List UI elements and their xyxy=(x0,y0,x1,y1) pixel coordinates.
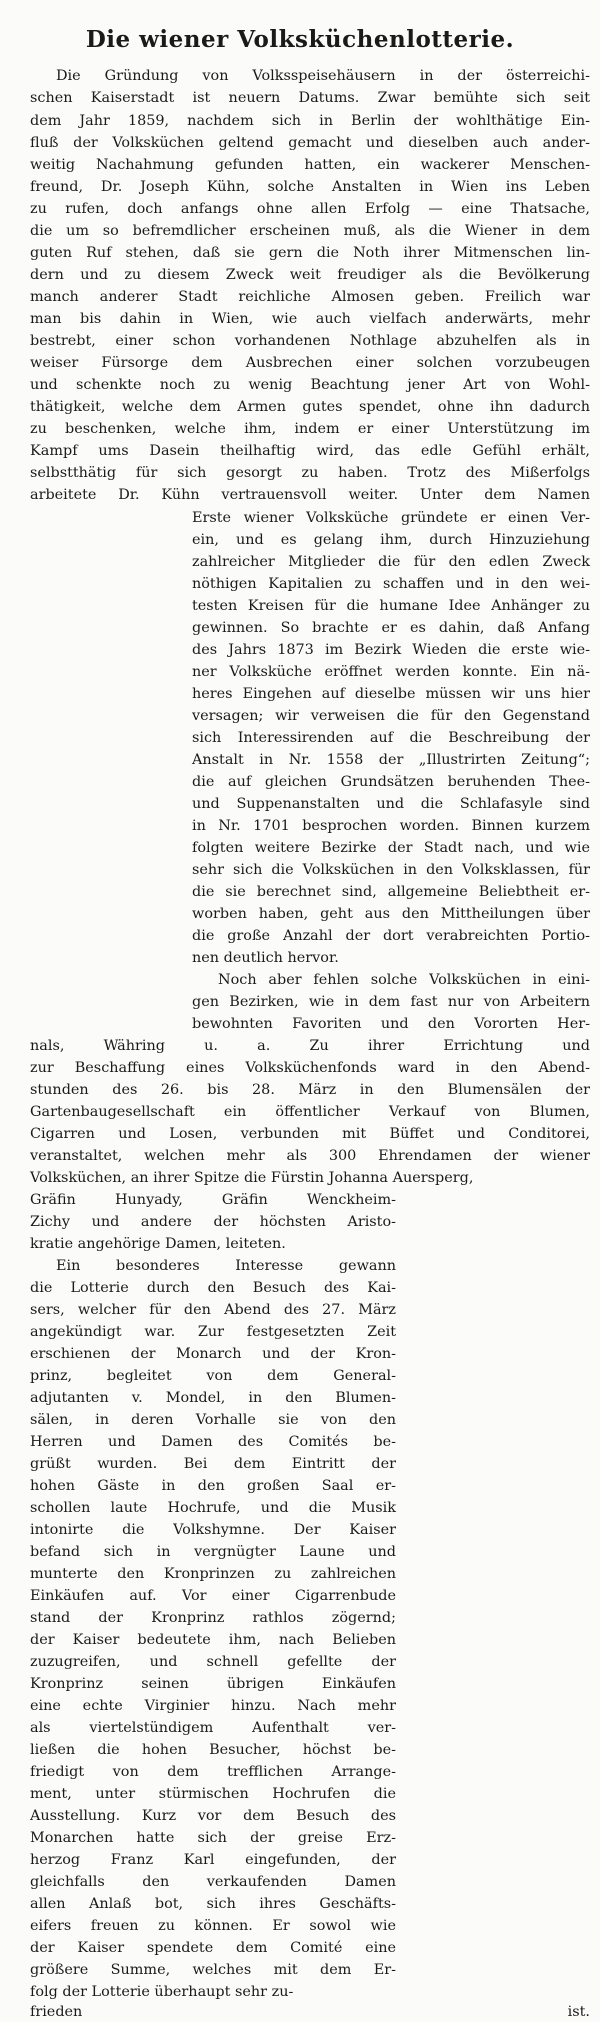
text-line: nals, Währing u. a. Zu ihrer Errichtung und xyxy=(30,1038,590,1054)
text-line: thätigkeit, welche dem Armen gutes spendet, ohne ihn dadurch xyxy=(30,399,590,415)
text-line: stunden des 26. bis 28. März in den Blumensälen der xyxy=(30,1082,590,1098)
text-line: Monarchen hatte sich der greise Erz- xyxy=(30,1830,396,1846)
text-line: arbeitete Dr. Kühn vertrauensvoll weiter. Unter dem Namen xyxy=(30,487,590,503)
text-line: gleichfalls den verkaufenden Damen xyxy=(30,1874,396,1890)
text-line: zahlreicher Mitglieder die für den edlen Zweck xyxy=(192,554,590,570)
article-title: Die wiener Volksküchenlotterie. xyxy=(85,26,515,53)
text-line: des Jahrs 1873 im Bezirk Wieden die erste wie- xyxy=(192,642,590,658)
text-line: ner Volksküche eröffnet werden konnte. Ein nä- xyxy=(192,664,590,680)
text-line: größere Summe, welches mit dem Er- xyxy=(30,1962,396,1978)
text-line: Noch aber fehlen solche Volksküchen in eini- xyxy=(218,972,590,988)
text-line: der Kaiser bedeutete ihm, nach Belieben xyxy=(30,1632,396,1648)
text-line: Volksküchen, an ihrer Spitze die Fürstin Johanna Auersperg, xyxy=(30,1170,474,1186)
text-line: dem Jahr 1859, nachdem sich in Berlin der wohlthätige Ein- xyxy=(30,113,590,129)
text-line: ein, und es gelang ihm, durch Hinzuziehung xyxy=(192,532,590,548)
text-line: heres Eingehen auf dieselbe müssen wir uns hier xyxy=(192,686,590,702)
text-line: sälen, in deren Vorhalle sie von den xyxy=(30,1412,396,1428)
text-line: nen deutlich hervor. xyxy=(192,950,339,966)
text-line: friedigt von dem trefflichen Arrange- xyxy=(30,1764,396,1780)
text-line: bestrebt, einer schon vorhandenen Nothlage abzuhelfen als in xyxy=(30,333,590,349)
text-line: bewohnten Favoriten und den Vororten Her- xyxy=(192,1016,590,1032)
text-line: Anstalt in Nr. 1558 der „Illustrirten Zeitung“; xyxy=(192,752,590,768)
text-line: sehr sich die Volksküchen in den Volksklassen, für xyxy=(192,862,590,878)
text-line: die um so befremdlicher erscheinen muß, als die Wiener in dem xyxy=(30,223,590,239)
text-line: Die Gründung von Volksspeisehäusern in der österreichi- xyxy=(56,68,590,84)
text-line: zu beschenken, welche ihm, indem er einer Unterstützung im xyxy=(30,421,590,437)
text-line: eine echte Virginier hinzu. Nach mehr xyxy=(30,1698,396,1714)
text-line: Gartenbaugesellschaft ein öffentlicher Verkauf von Blumen, xyxy=(30,1104,590,1120)
text-line: fluß der Volksküchen geltend gemacht und dieselben auch ander- xyxy=(30,135,590,151)
text-line: nöthigen Kapitalien zu schaffen und in den wei- xyxy=(192,576,590,592)
text-line: freund, Dr. Joseph Kühn, solche Anstalten in Wien ins Leben xyxy=(30,179,590,195)
text-line: Gräfin Hunyady, Gräfin Wenckheim- xyxy=(30,1192,396,1208)
text-line: Herren und Damen des Comités be- xyxy=(30,1434,396,1450)
text-line: Ein besonderes Interesse gewann xyxy=(56,1258,396,1274)
text-line: weiser Fürsorge dem Ausbrechen einer solchen vorzubeugen xyxy=(30,355,590,371)
text-line: Erste wiener Volksküche gründete er einen Ver- xyxy=(192,510,590,526)
text-line: und schenkte noch zu wenig Beachtung jener Art von Wohl- xyxy=(30,377,590,393)
text-line: grüßt wurden. Bei dem Eintritt der xyxy=(30,1456,396,1472)
text-line: intonirte die Volkshymne. Der Kaiser xyxy=(30,1522,396,1538)
text-line: zur Beschaffung eines Volksküchenfonds ward in den Abend- xyxy=(30,1060,590,1076)
text-line: weitig Nachahmung gefunden hatten, ein wackerer Menschen- xyxy=(30,157,590,173)
text-line: sers, welcher für den Abend des 27. März xyxy=(30,1302,396,1318)
text-line: versagen; wir verweisen die für den Gegenstand xyxy=(192,708,590,724)
text-line: erschienen der Monarch und der Kron- xyxy=(30,1346,396,1362)
text-line: Kronprinz seinen übrigen Einkäufen xyxy=(30,1676,396,1692)
text-line: dern und zu diesem Zweck weit freudiger als die Bevölkerung xyxy=(30,267,590,283)
text-line: gen Bezirken, wie in dem fast nur von Arbeitern xyxy=(192,994,590,1010)
text-line: Ausstellung. Kurz vor dem Besuch des xyxy=(30,1808,396,1824)
text-line: sich Interessirenden auf die Beschreibung der xyxy=(192,730,590,746)
text-line: stand der Kronprinz rathlos zögernd; xyxy=(30,1610,396,1626)
text-line: als viertelstündigem Aufenthalt ver- xyxy=(30,1720,396,1736)
text-line: man bis dahin in Wien, wie auch vielfach anderwärts, mehr xyxy=(30,311,590,327)
text-line: gewinnen. So brachte er es dahin, daß Anfang xyxy=(192,620,590,636)
text-line: prinz, begleitet von dem General- xyxy=(30,1368,396,1384)
text-line: munterte den Kronprinzen zu zahlreichen xyxy=(30,1566,396,1582)
text-line: hohen Gäste in den großen Saal er- xyxy=(30,1478,396,1494)
text-line: zuzugreifen, und schnell gefellte der xyxy=(30,1654,396,1670)
text-line: die sie berechnet sind, allgemeine Beliebtheit er- xyxy=(192,884,590,900)
text-line: Kampf ums Dasein theilhaftig wird, das edle Gefühl erhält, xyxy=(30,443,590,459)
text-line: in Nr. 1701 besprochen worden. Binnen kurzem xyxy=(192,818,590,834)
text-line: Einkäufen auf. Vor einer Cigarrenbude xyxy=(30,1588,396,1604)
text-line: frieden ist. xyxy=(30,2004,590,2020)
text-line: eifers freuen zu können. Er sowol wie xyxy=(30,1918,396,1934)
text-line: folg der Lotterie überhaupt sehr zu- xyxy=(30,1984,294,2000)
text-line: und Suppenanstalten und die Schlafasyle sind xyxy=(192,796,590,812)
text-line: ließen die hohen Besucher, höchst be- xyxy=(30,1742,396,1758)
text-line: Cigarren und Losen, verbunden mit Büffet und Conditorei, xyxy=(30,1126,590,1142)
text-line: die auf gleichen Grundsätzen beruhenden Thee- xyxy=(192,774,590,790)
text-line: allen Anlaß bot, sich ihres Geschäfts- xyxy=(30,1896,396,1912)
text-line: Zichy und andere der höchsten Aristo- xyxy=(30,1214,396,1230)
text-line: schen Kaiserstadt ist neuern Datums. Zwar bemühte sich seit xyxy=(30,90,590,106)
text-line: der Kaiser spendete dem Comité eine xyxy=(30,1940,396,1956)
text-line: selbstthätig für sich gesorgt zu haben. Trotz des Mißerfolgs xyxy=(30,465,590,481)
text-line: folgten weitere Bezirke der Stadt nach, und wie xyxy=(192,840,590,856)
text-line: befand sich in vergnügter Laune und xyxy=(30,1544,396,1560)
text-line: veranstaltet, welchen mehr als 300 Ehrendamen der wiener xyxy=(30,1148,590,1164)
text-line: schollen laute Hochrufe, und die Musik xyxy=(30,1500,396,1516)
text-line: angekündigt war. Zur festgesetzten Zeit xyxy=(30,1324,396,1340)
text-line: worben haben, geht aus den Mittheilungen über xyxy=(192,906,590,922)
text-line: die Lotterie durch den Besuch des Kai- xyxy=(30,1280,396,1296)
text-line: kratie angehörige Damen, leiteten. xyxy=(30,1236,286,1252)
text-line: manch anderer Stadt reichliche Almosen geben. Freilich war xyxy=(30,289,590,305)
text-line: guten Ruf stehen, daß sie gern die Noth ihrer Mitmenschen lin- xyxy=(30,245,590,261)
text-line: zu rufen, doch anfangs ohne allen Erfolg — eine Thatsache, xyxy=(30,201,590,217)
text-line: ment, unter stürmischen Hochrufen die xyxy=(30,1786,396,1802)
text-line: testen Kreisen für die humane Idee Anhänger zu xyxy=(192,598,590,614)
text-line: adjutanten v. Mondel, in den Blumen- xyxy=(30,1390,396,1406)
text-line: herzog Franz Karl eingefunden, der xyxy=(30,1852,396,1868)
text-line: die große Anzahl der dort verabreichten Portio- xyxy=(192,928,590,944)
